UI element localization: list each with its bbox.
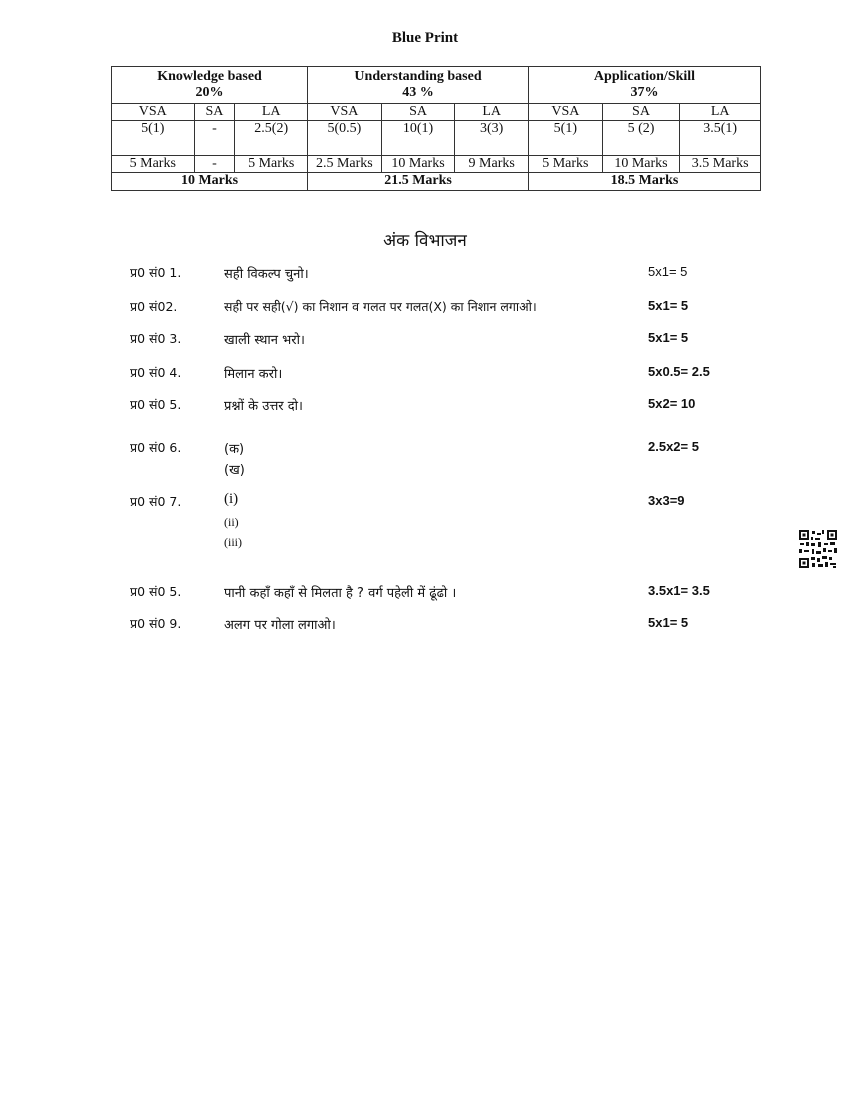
count-cell: 5 (2) <box>602 121 680 156</box>
question-text: प्रश्नों के उत्तर दो। <box>224 399 303 414</box>
section-understanding-header: Understanding based 43 % <box>308 67 529 104</box>
question-marks: 5x1= 5 <box>648 615 689 630</box>
type-cell: LA <box>235 104 308 121</box>
sub-part: (ख) <box>224 463 245 478</box>
question-marks: 2.5x2= 5 <box>648 439 699 454</box>
question-number: प्र0 सं0 5. <box>130 584 182 599</box>
question-text: मिलान करो। <box>224 367 283 382</box>
sub-part: (क) <box>224 442 245 457</box>
total-knowledge: 10 Marks <box>112 173 308 191</box>
question-text: सही विकल्प चुनो। <box>224 267 309 282</box>
type-cell: SA <box>381 104 455 121</box>
marks-cell: 10 Marks <box>381 156 455 173</box>
marks-cell: 5 Marks <box>235 156 308 173</box>
question-marks: 5x0.5= 2.5 <box>648 364 710 379</box>
total-application: 18.5 Marks <box>529 173 761 191</box>
section-knowledge-header: Knowledge based 20% <box>112 67 308 104</box>
question-marks: 5x1= 5 <box>648 264 688 279</box>
question-text: सही पर सही(√) का निशान व गलत पर गलत(X) का निशान लगाओ। <box>224 299 537 314</box>
marks-cell: - <box>194 156 235 173</box>
question-number: प्र0 सं0 3. <box>130 331 182 346</box>
total-understanding: 21.5 Marks <box>308 173 529 191</box>
question-number: प्र0 सं0 7. <box>130 494 182 509</box>
type-cell: SA <box>194 104 235 121</box>
marks-cell: 9 Marks <box>455 156 529 173</box>
marks-cell: 3.5 Marks <box>680 156 761 173</box>
question-marks: 3.5x1= 3.5 <box>648 583 710 598</box>
blueprint-table <box>111 66 761 191</box>
count-cell: 10(1) <box>381 121 455 156</box>
sub-part: (ii) <box>224 515 239 529</box>
type-cell: LA <box>455 104 529 121</box>
question-number: प्र0 सं0 5. <box>130 397 182 412</box>
question-marks: 5x2= 10 <box>648 396 696 411</box>
count-cell: 5(0.5) <box>308 121 382 156</box>
sub-part: (i) <box>224 491 239 507</box>
question-marks: 3x3=9 <box>648 493 685 508</box>
question-number: प्र0 सं02. <box>130 299 178 314</box>
count-cell: 3(3) <box>455 121 529 156</box>
marks-cell: 10 Marks <box>602 156 680 173</box>
type-cell: LA <box>680 104 761 121</box>
page-title: Blue Print <box>391 30 459 46</box>
question-number: प्र0 सं0 1. <box>130 265 182 280</box>
distribution-heading: अंक विभाजन <box>383 231 467 251</box>
count-cell: 5(1) <box>529 121 603 156</box>
count-cell: - <box>194 121 235 156</box>
question-text: अलग पर गोला लगाओ। <box>224 618 336 633</box>
type-cell: VSA <box>112 104 195 121</box>
question-marks: 5x1= 5 <box>648 298 689 313</box>
question-number: प्र0 सं0 6. <box>130 440 182 455</box>
question-number: प्र0 सं0 9. <box>130 616 182 631</box>
question-marks: 5x1= 5 <box>648 330 689 345</box>
type-cell: VSA <box>529 104 603 121</box>
sub-part: (iii) <box>224 535 242 549</box>
count-cell: 3.5(1) <box>680 121 761 156</box>
type-cell: SA <box>602 104 680 121</box>
marks-cell: 5 Marks <box>529 156 603 173</box>
marks-cell: 5 Marks <box>112 156 195 173</box>
question-number: प्र0 सं0 4. <box>130 365 182 380</box>
section-application-header: Application/Skill 37% <box>529 67 761 104</box>
count-cell: 2.5(2) <box>235 121 308 156</box>
type-cell: VSA <box>308 104 382 121</box>
count-cell: 5(1) <box>112 121 195 156</box>
marks-cell: 2.5 Marks <box>308 156 382 173</box>
question-text: खाली स्थान भरो। <box>224 333 305 348</box>
question-text: पानी कहाँ कहाँ से मिलता है ? वर्ग पहेली में ढूंढो । <box>224 586 457 601</box>
qr-code <box>798 529 838 569</box>
